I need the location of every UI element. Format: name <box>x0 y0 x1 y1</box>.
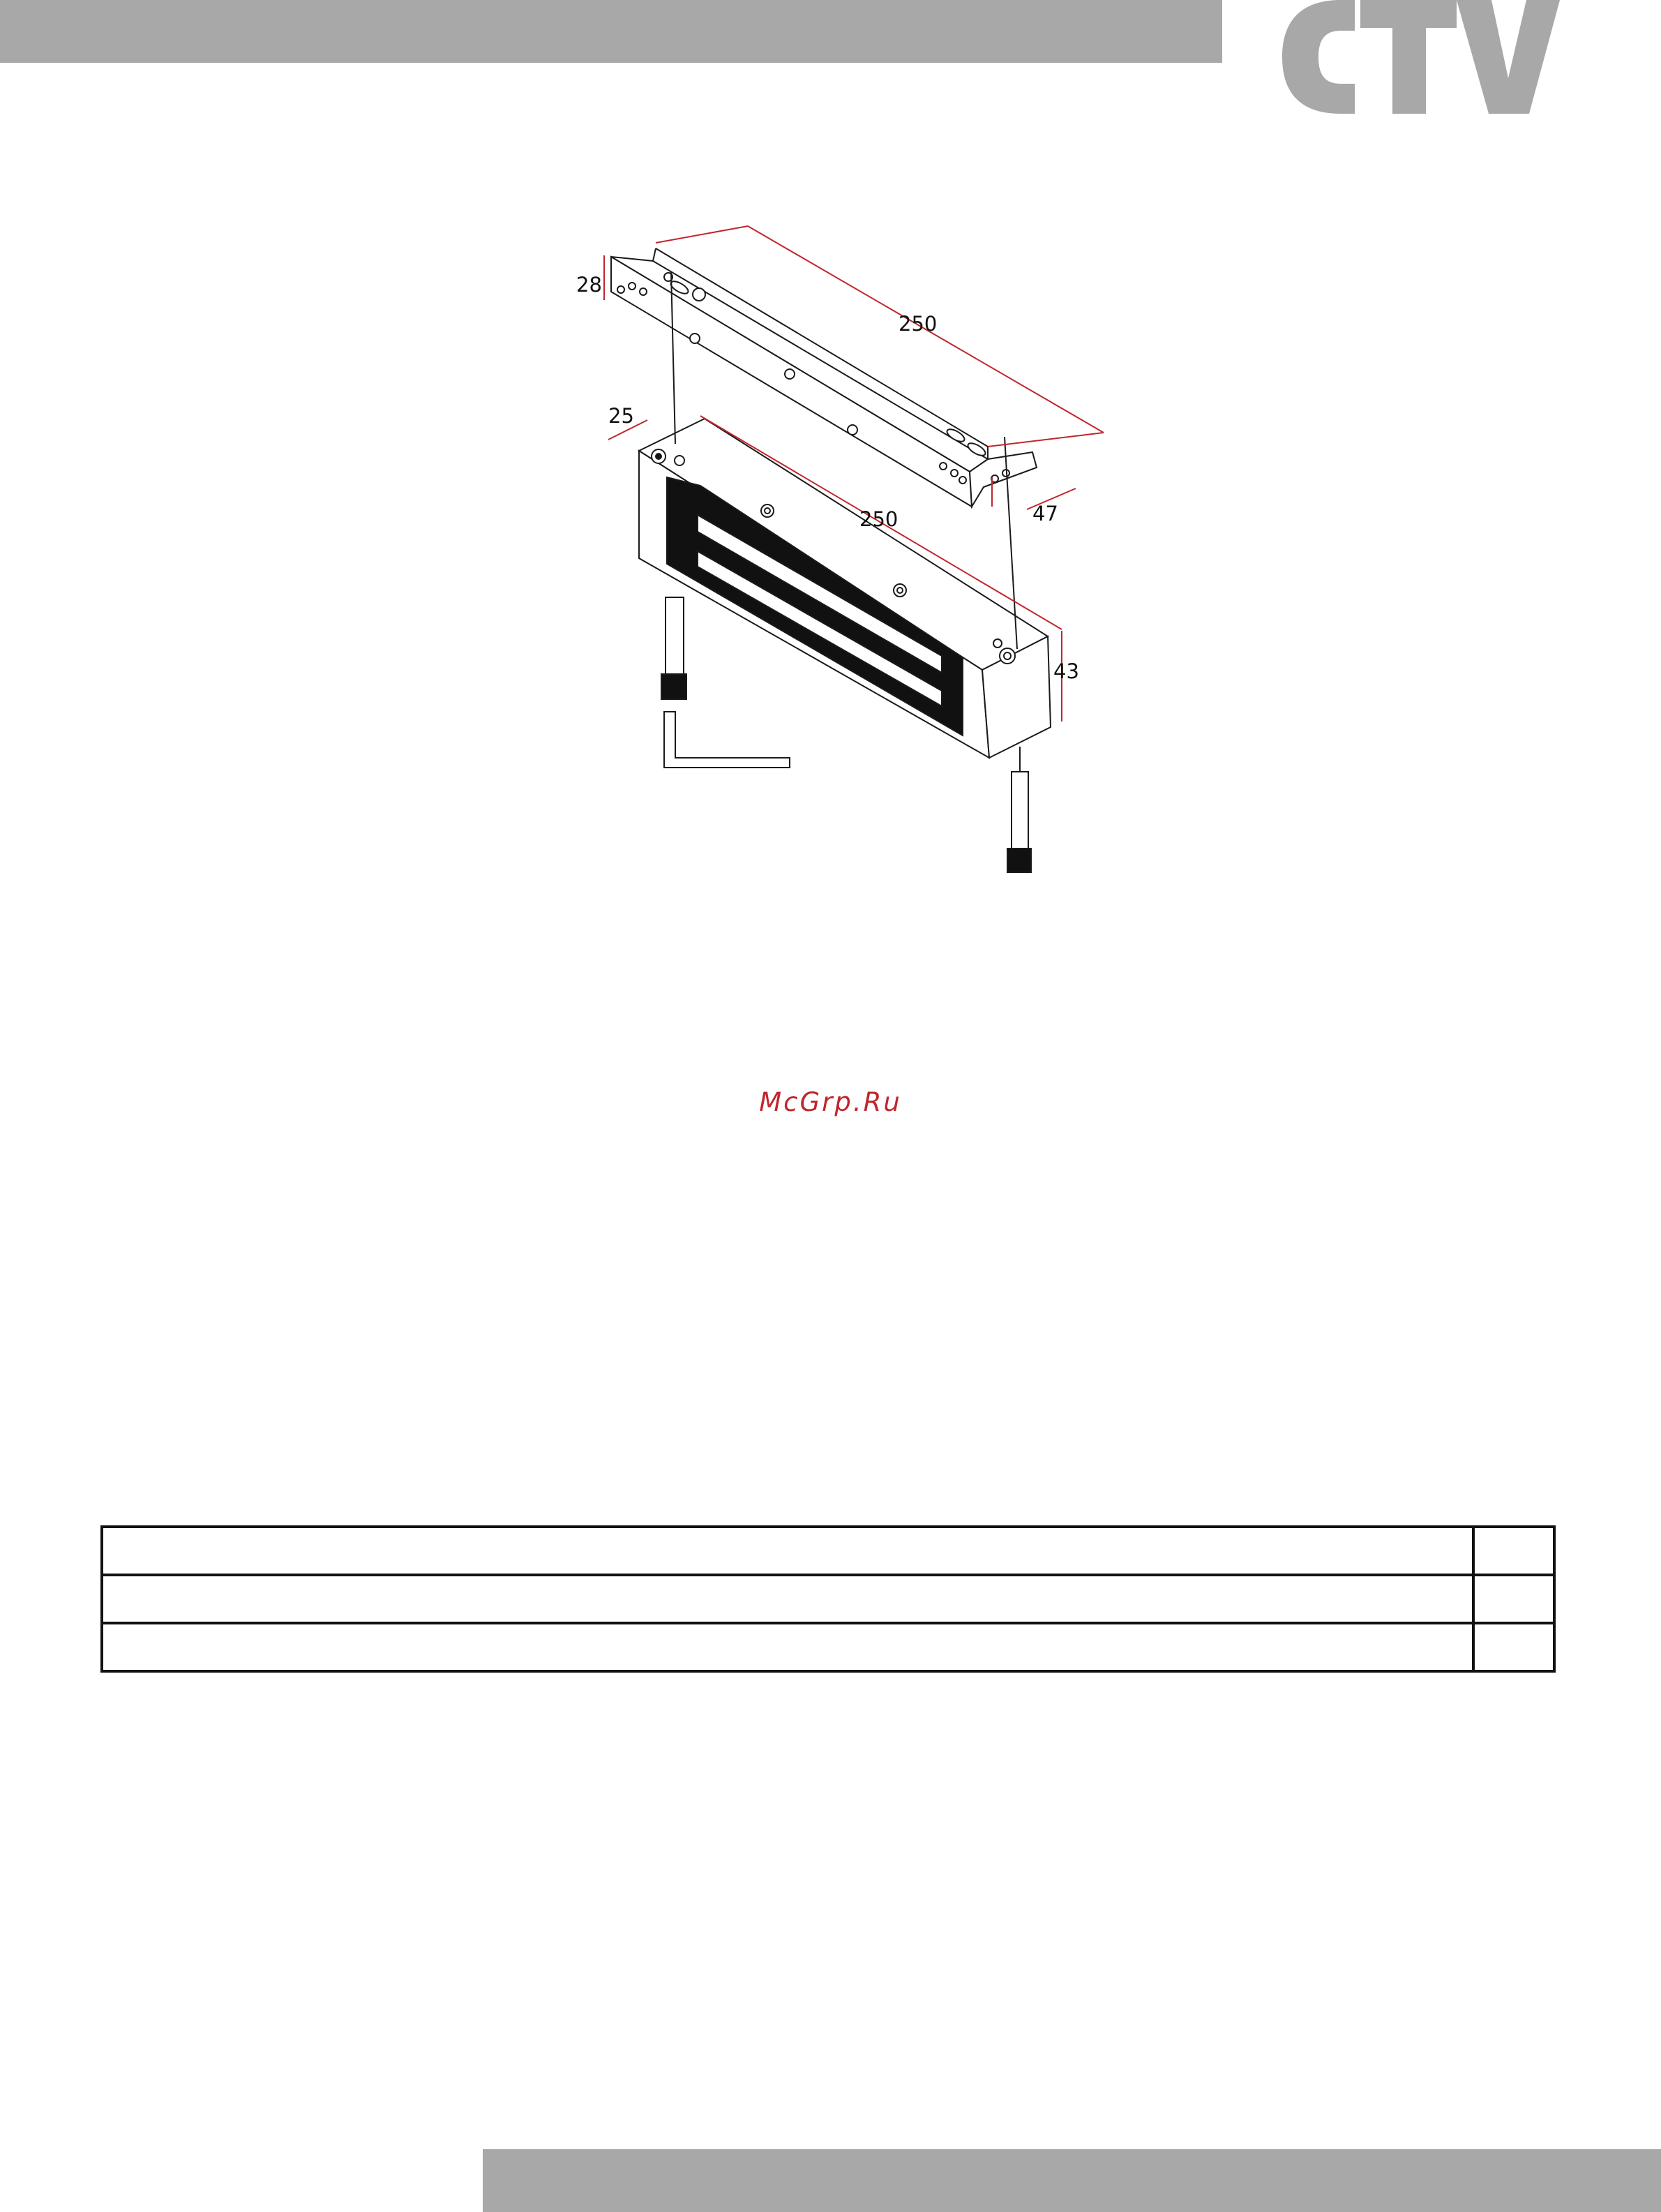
watermark: McGrp.Ru <box>759 1087 902 1117</box>
table-row <box>102 1527 1554 1575</box>
ctv-logo <box>1282 0 1561 117</box>
table-cell-value <box>1473 1575 1554 1623</box>
dimension-label-bracket-depth: 47 <box>1032 502 1058 525</box>
table-cell-label <box>102 1527 1473 1575</box>
maglock-technical-drawing <box>551 209 1123 893</box>
table-row <box>102 1623 1554 1671</box>
table-cell-label <box>102 1623 1473 1671</box>
dimension-label-magnet-height: 43 <box>1053 659 1079 683</box>
dimension-label-bracket-height: 28 <box>576 273 602 297</box>
table-cell-label <box>102 1575 1473 1623</box>
dimension-label-magnet-length: 250 <box>859 507 899 531</box>
header-bar <box>0 0 1222 63</box>
dimension-label-bracket-length: 250 <box>899 312 938 336</box>
table-row <box>102 1575 1554 1623</box>
spec-table <box>100 1525 1556 1673</box>
dimension-label-magnet-width: 25 <box>608 404 634 428</box>
table-cell-value <box>1473 1623 1554 1671</box>
table-cell-value <box>1473 1527 1554 1575</box>
footer-bar <box>483 2149 1661 2212</box>
